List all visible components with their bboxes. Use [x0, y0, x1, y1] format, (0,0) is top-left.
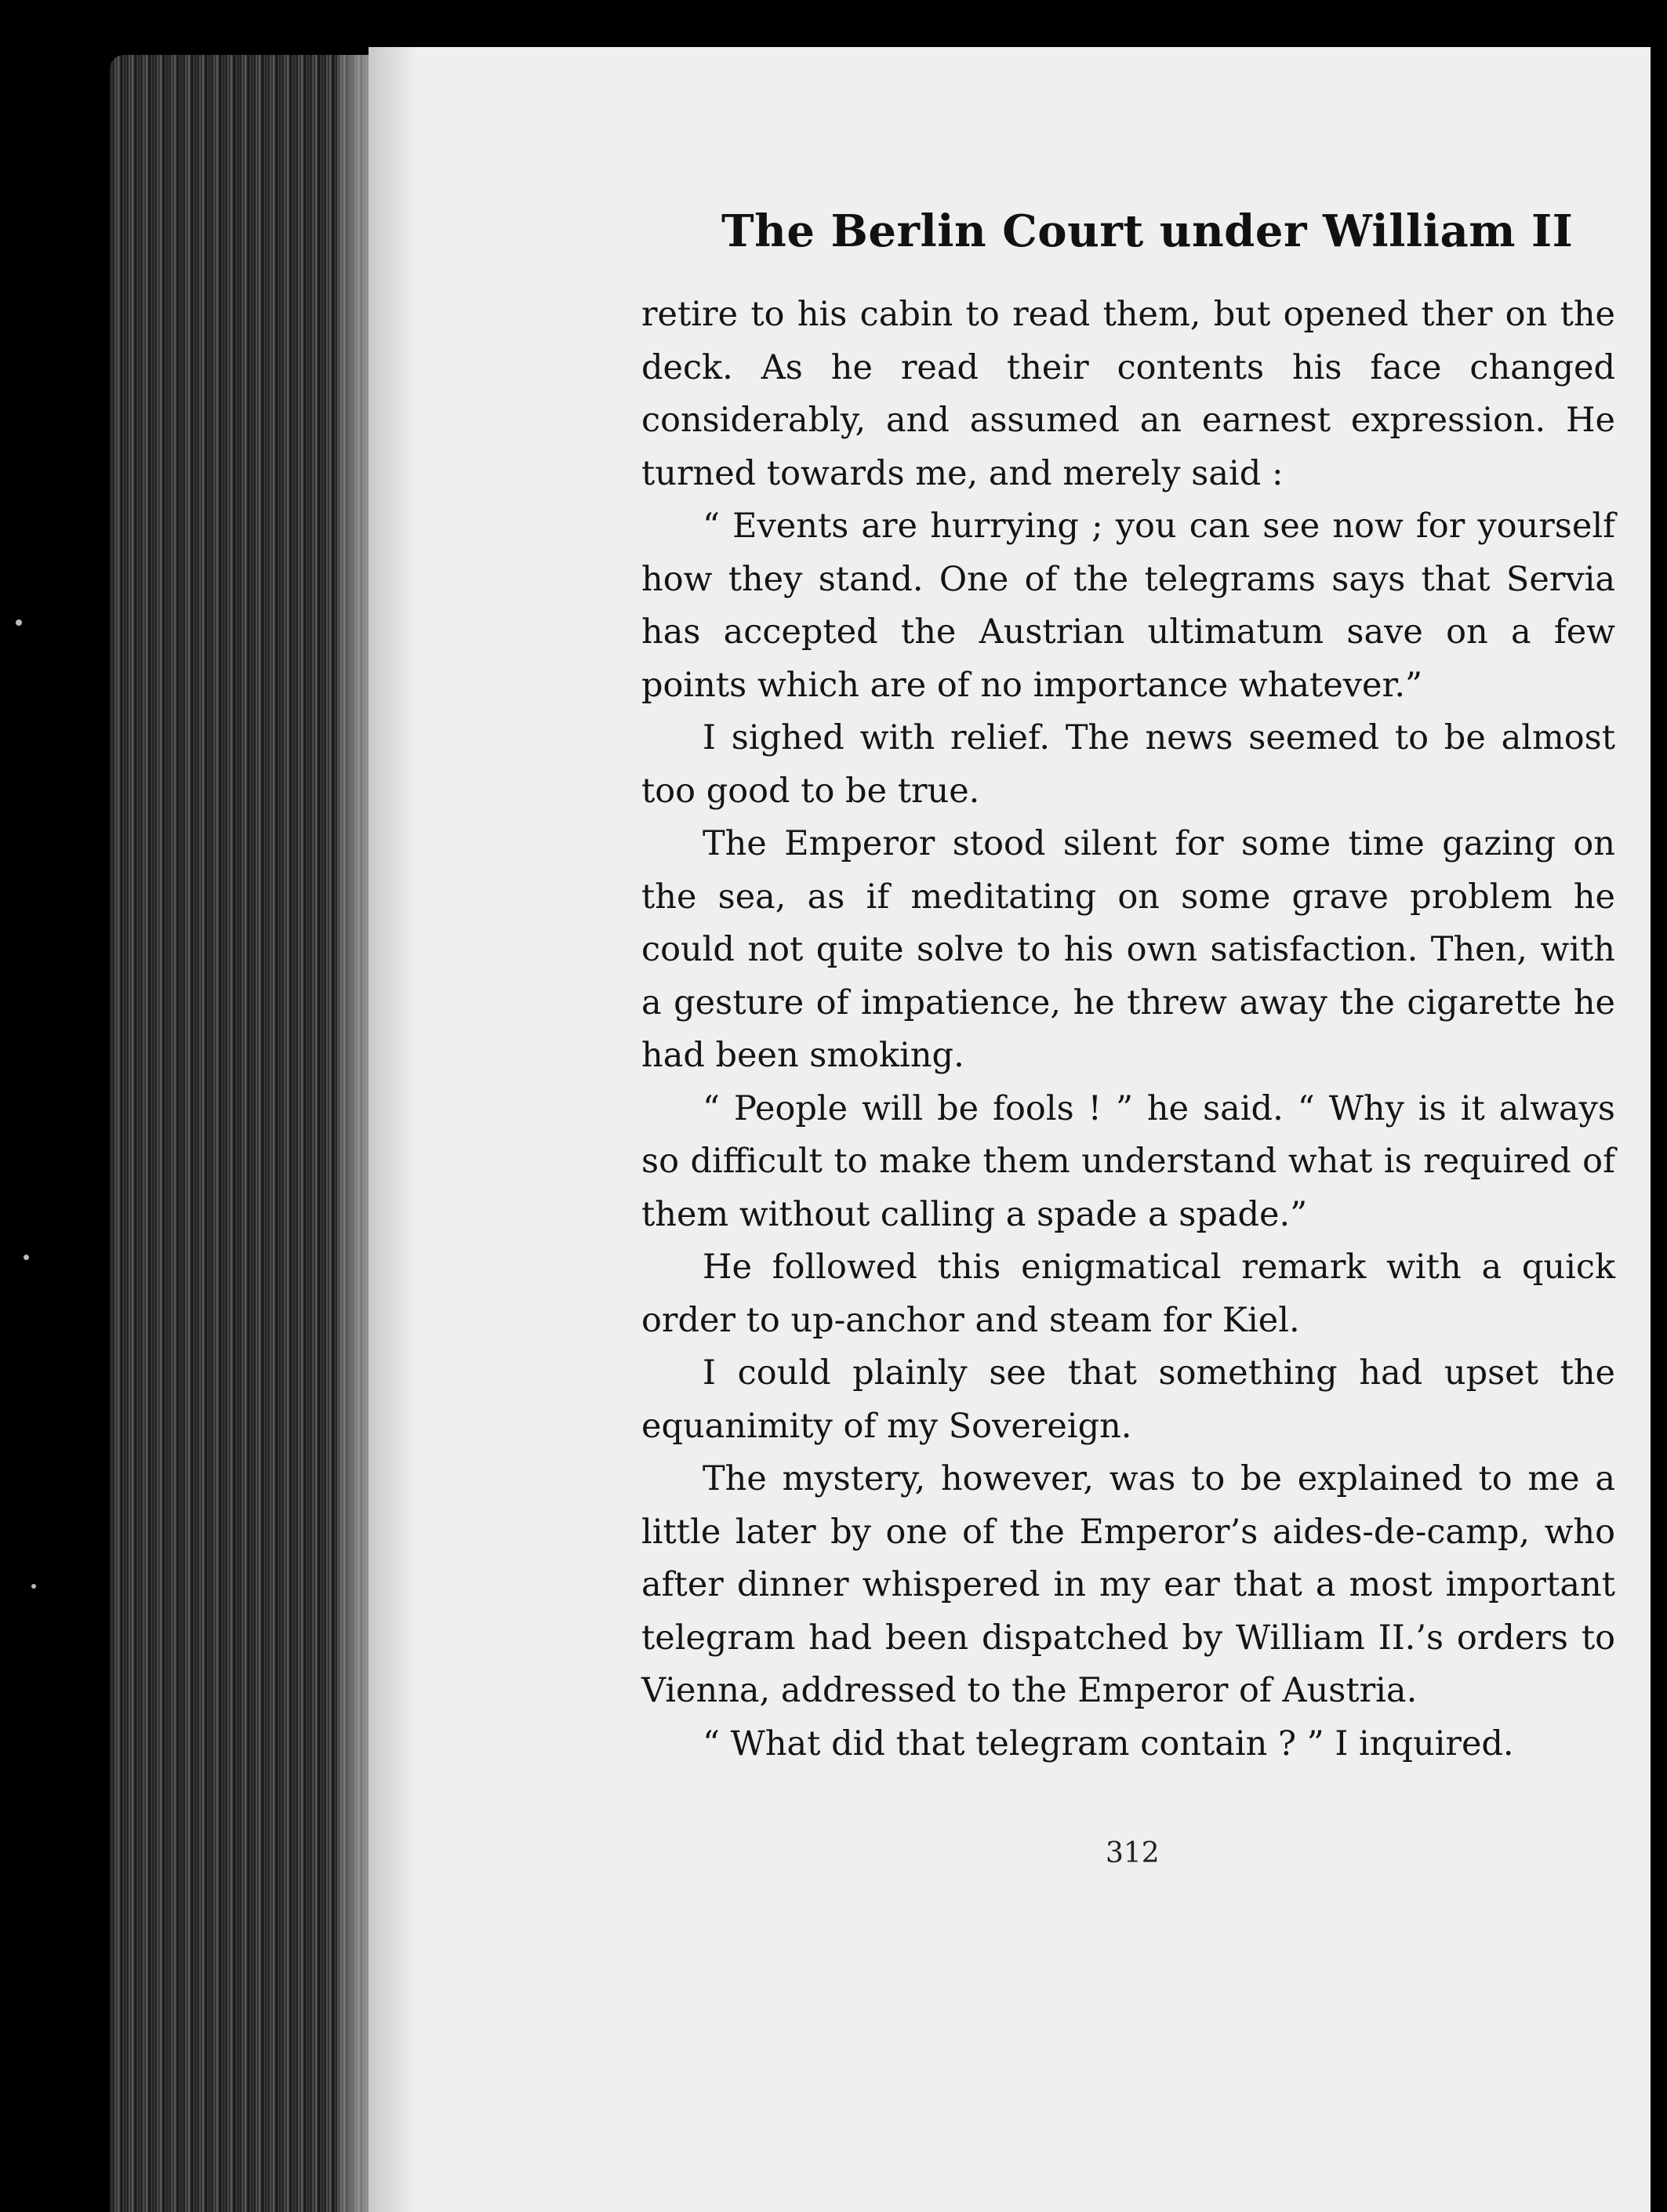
paragraph: I could plainly see that something had upset the equanimity of my Sovereign.: [641, 1353, 1615, 1446]
page-number: 312: [1106, 1837, 1160, 1869]
paragraph: “ Events are hurrying ; you can see now for yourself how they stand. One of the telegrams says that Servia has accepted the Austrian ultimatum save on a few points which are of no importance whatever.”: [641, 507, 1615, 705]
dust-speck: [24, 1255, 29, 1260]
paragraph: “ People will be fools ! ” he said. “ Why is it always so difficult to make them understand what is required of them without calling a spade a spade.”: [641, 1088, 1615, 1234]
paragraph: The Emperor stood silent for some time gazing on the sea, as if meditating on some grave problem he could not quite solve to his own satisfaction. Then, with a gesture of impatience, he threw away the cigarette he had been smoking.: [641, 824, 1615, 1075]
dust-speck: [31, 1584, 36, 1589]
paragraph: The mystery, however, was to be explained to me a little later by one of the Emperor’s aides-de-camp, who after dinner whispered in my ear that a most important telegram had been dispatched by William II.’s orders to Vienna, addressed to the Emperor of Austria.: [641, 1459, 1615, 1710]
paragraph: I sighed with relief. The news seemed to be almost too good to be true.: [641, 718, 1615, 811]
book-fore-edge: [110, 55, 392, 2212]
dust-speck: [16, 619, 22, 626]
paragraph: “ What did that telegram contain ? ” I inquired.: [703, 1723, 1514, 1763]
paragraph: He followed this enigmatical remark with a quick order to up-anchor and steam for Kiel.: [641, 1248, 1615, 1340]
running-head: The Berlin Court under William II: [721, 205, 1574, 257]
paragraph: retire to his cabin to read them, but opened ther on the deck. As he read their contents his face changed considerably, and assumed an earnest expression. He turned towards me, and merely said :: [641, 295, 1615, 493]
page-body-text: [641, 289, 1615, 1771]
